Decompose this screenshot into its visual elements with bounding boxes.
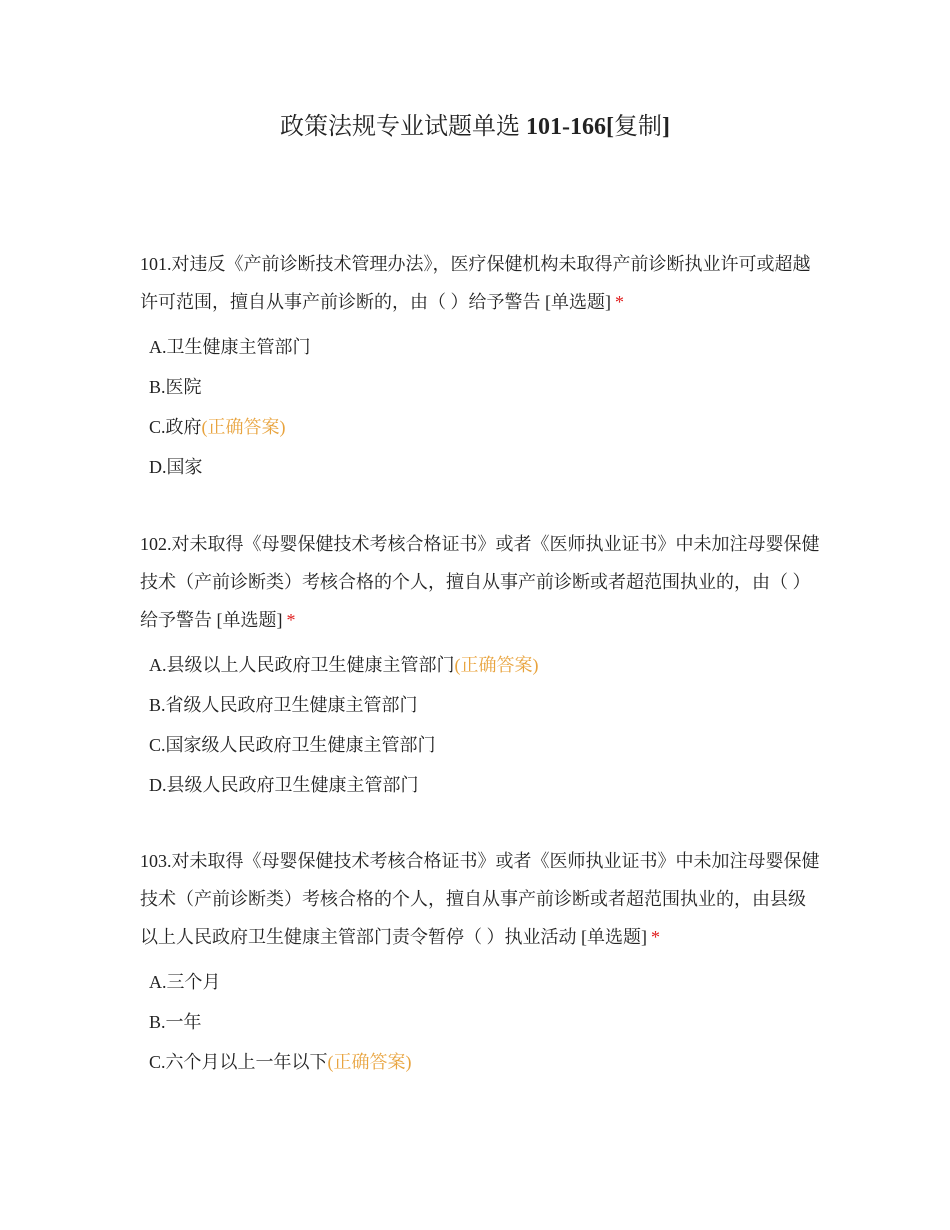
option-c[interactable]	[149, 725, 820, 765]
question-text	[140, 842, 820, 956]
required-mark: *	[651, 927, 660, 947]
page-title	[0, 110, 950, 144]
question-text	[140, 245, 820, 321]
question-101	[140, 245, 820, 487]
question-type: [单选题]	[581, 927, 647, 947]
question-stem: 102.对未取得《母婴保健技术考核合格证书》或者《医师执业证书》中未加注母婴保健技术（产前诊断类）考核合格的个人，擅自从事产前诊断或者超范围执业的，由（ ）给予警告	[140, 534, 820, 630]
question-103	[140, 842, 820, 1082]
option-a[interactable]	[149, 645, 820, 685]
option-b[interactable]	[149, 1002, 820, 1042]
correct-marker: (正确答案)	[327, 1052, 412, 1072]
option-d[interactable]	[149, 447, 820, 487]
title-copy: 复制	[613, 114, 662, 140]
option-d[interactable]	[149, 765, 820, 805]
question-102	[140, 525, 820, 805]
option-c[interactable]	[149, 1042, 820, 1082]
option-label: D.县级人民政府卫生健康主管部门	[149, 775, 419, 795]
question-type: [单选题]	[545, 292, 611, 312]
option-list	[149, 645, 820, 805]
option-label: C.政府	[149, 417, 202, 437]
required-mark: *	[615, 292, 624, 312]
question-text	[140, 525, 820, 639]
correct-marker: (正确答案)	[454, 655, 539, 675]
option-a[interactable]	[149, 327, 820, 367]
question-stem: 103.对未取得《母婴保健技术考核合格证书》或者《医师执业证书》中未加注母婴保健技术（产前诊断类）考核合格的个人，擅自从事产前诊断或者超范围执业的，由县级以上人民政府卫生健康主管部门责令暂停（ ）执业活动	[140, 851, 820, 947]
option-c[interactable]	[149, 407, 820, 447]
question-stem: 101.对违反《产前诊断技术管理办法》，医疗保健机构未取得产前诊断执业许可或超越许可范围，擅自从事产前诊断的，由（ ）给予警告	[140, 254, 811, 312]
option-label: C.国家级人民政府卫生健康主管部门	[149, 735, 436, 755]
option-a[interactable]	[149, 962, 820, 1002]
option-list	[149, 962, 820, 1082]
option-label: D.国家	[149, 457, 203, 477]
correct-marker: (正确答案)	[201, 417, 286, 437]
option-label: A.三个月	[149, 972, 221, 992]
option-label: A.县级以上人民政府卫生健康主管部门	[149, 655, 455, 675]
title-prefix: 政策法规专业试题单选	[280, 114, 526, 140]
title-numbers: 101-166[	[526, 114, 614, 140]
required-mark: *	[286, 610, 296, 630]
option-label: A.卫生健康主管部门	[149, 337, 311, 357]
option-b[interactable]	[149, 367, 820, 407]
title-close: ]	[661, 114, 670, 140]
option-label: B.一年	[149, 1012, 202, 1032]
option-label: C.六个月以上一年以下	[149, 1052, 328, 1072]
option-list	[149, 327, 820, 487]
option-label: B.省级人民政府卫生健康主管部门	[149, 695, 418, 715]
option-label: B.医院	[149, 377, 202, 397]
question-type: [单选题]	[216, 610, 283, 630]
option-b[interactable]	[149, 685, 820, 725]
